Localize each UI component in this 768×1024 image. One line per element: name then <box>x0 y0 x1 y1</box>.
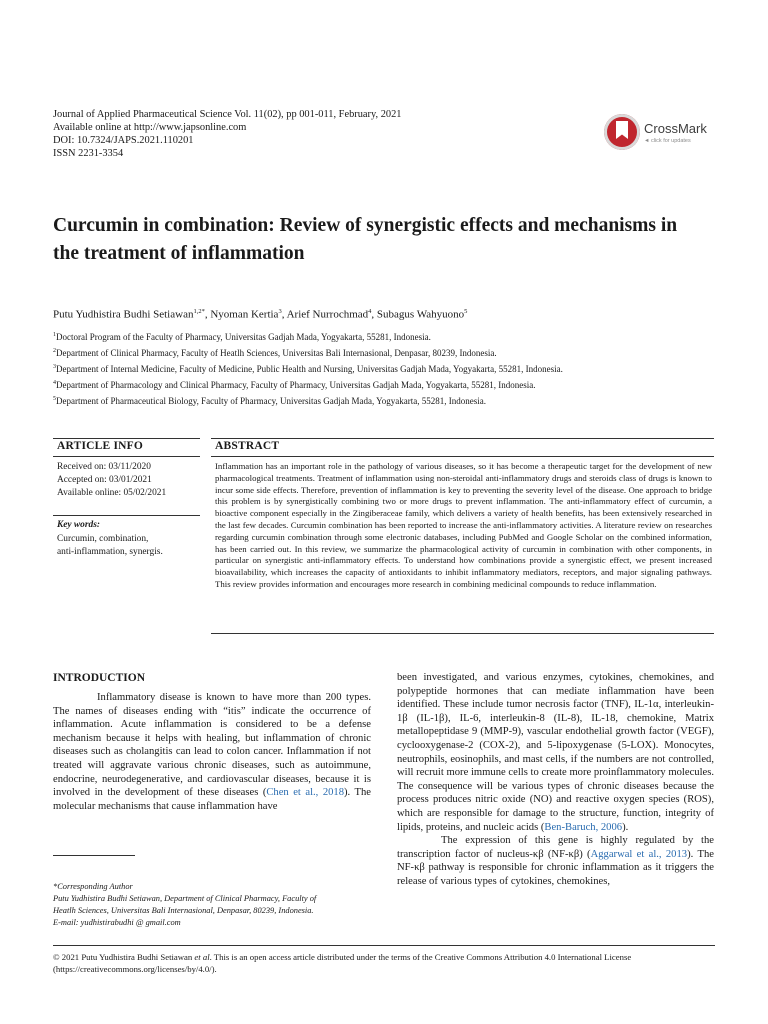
article-title: Curcumin in combination: Review of synergistic effects and mechanisms in the treatment of inflammation <box>53 215 678 264</box>
license-text: © 2021 Putu Yudhistira Budhi Setiawan <box>53 952 195 962</box>
affiliation-text: Department of Pharmaceutical Biology, Faculty of Pharmacy, Universitas Gadjah Mada, Yogyakarta, 55281, Indonesia. <box>56 396 486 406</box>
keywords-line: Curcumin, combination, <box>57 534 149 544</box>
left-column <box>53 691 371 813</box>
affiliation-text: Doctoral Program of the Faculty of Pharmacy, Universitas Gadjah Mada, Yogyakarta, 55281, Indonesia. <box>56 332 431 342</box>
citation-link[interactable]: Aggarwal et al., 2013 <box>590 848 688 860</box>
paragraph-text: Inflammatory disease is known to have more than 200 types. The names of diseases ending with “itis” indicate the occurrence of inflammation. Acute inflammation is considered to be a defense mechanism because it helps with healing, but inflammation of chronic diseases such as cholangitis can lead to colon cancer. Inflammation if not treated will aggravate various chronic diseases, such as autoimmune, endocrine, neurodegenerative, and cardiovascular diseases, because it is involved in the development of these diseases ( <box>53 692 371 799</box>
footnote-heading: *Corresponding Author <box>53 882 133 891</box>
paragraph-text: been investigated, and various enzymes, cytokines, chemokines, and polypeptide hormones that can mediate inflammation have been identified. These include tumor necrosis factor (TNF), IL-1α, interleukin-1β (IL-1β), IL-6, interleukin-8 (IL-8), IL-18, chemokine, Matrix metallopeptidase 9 (MMP-9), vascular endothelial growth factor (VEGF), cyclooxygenase-2 (COX-2), and 5-lipoxygenase (5-LOX). Monocytes, neutrophils, eosinophils, and mast cells, if the numbers are not controlled, will recruit more immune cells to create more proinflammatory molecules. The consequence will be various types of chronic diseases because the process produces nitric oxide (NO) and reactive oxygen species (ROS), which are responsible for damage to the structure, function, integrity of lipids, proteins, and nucleic acids ( <box>397 672 714 833</box>
crossmark-badge[interactable] <box>604 114 714 156</box>
affiliation-item <box>53 376 563 392</box>
abstract-heading: ABSTRACT <box>215 440 280 452</box>
footnote-line: Putu Yudhistira Budhi Setiawan, Department of Clinical Pharmacy, Faculty of <box>53 894 317 903</box>
introduction-heading: INTRODUCTION <box>53 672 146 684</box>
journal-url[interactable]: Available online at http://www.japsonline.com <box>53 122 247 133</box>
author-3-affil: 4 <box>368 308 372 315</box>
author-3: , Arief Nurrochmad <box>281 308 369 321</box>
article-dates <box>57 461 166 500</box>
author-1-affil: 1,2* <box>193 308 205 315</box>
author-4-affil: 5 <box>464 308 468 315</box>
abstract-text: Inflammation has an important role in the pathology of various diseases, so it has become a therapeutic target for the development of new pharmacological treatments. Treatment of inflammation using non-steroidal anti-inflammatory drugs and steroids class of drugs is known to incur some side effects. Therefore, prevention of inflammation is key to preventing the severity level of the disease. One approach to bridge this problem is by synergistically combining two or more drugs to prevent inflammation. The anti-inflammatory effect of curcumin, a bioactive component especially in the Zingiberaceae family, which delivers a variety of health benefits, has been extensively researched in the last few decades. Curcumin combination has been reported to increase the anti-inflammatory activities. A literature review on researches regarding curcumin combination through some electronic databases, including PubMed and Google Scholar on the combined information, has been carried out. In this review, we summarize the pharmacological activity of curcumin in combination with other components, in particular on synergistic anti-inflammatory effects. To understand how combinations provide a synergistic effect, we present increased bioavailability, which increases the capacity of antioxidants to inhibit inflammatory mediators, receptors, and major signaling pathways. This review provides information and encourages more research in combining medicinal compounds to reduce inflammation. <box>215 461 712 589</box>
accepted-date: Accepted on: 03/01/2021 <box>57 475 152 485</box>
author-4: , Subagus Wahyuono <box>371 308 465 321</box>
keywords-heading: Key words: <box>57 520 100 530</box>
journal-doi[interactable]: DOI: 10.7324/JAPS.2021.110201 <box>53 135 194 146</box>
author-1: Putu Yudhistira Budhi Setiawan <box>53 308 194 321</box>
corresponding-author-footnote <box>53 881 383 929</box>
keywords-line: anti-inflammation, synergis. <box>57 547 163 557</box>
paragraph-text: ). <box>622 821 629 833</box>
journal-citation: Journal of Applied Pharmaceutical Science Vol. 11(02), pp 001-011, February, 2021 <box>53 109 402 120</box>
footnote-email[interactable]: E-mail: yudhistirabudhi @ gmail.com <box>53 918 181 927</box>
affiliation-number: 1 <box>53 332 56 338</box>
journal-issn: ISSN 2231-3354 <box>53 148 124 159</box>
journal-header <box>53 108 402 160</box>
right-column <box>397 671 714 889</box>
bookmark-icon <box>616 121 628 139</box>
license-rule <box>53 945 715 946</box>
citation-link[interactable]: Chen et al., 2018 <box>266 787 345 799</box>
info-top-rule <box>53 438 200 439</box>
keywords-list <box>57 533 163 559</box>
license-notice <box>53 951 717 976</box>
affiliation-item <box>53 392 563 408</box>
paragraph-text: The expression of this gene is highly regulated by the transcription factor of nucleus-κβ (NF-κβ) ( <box>397 835 714 860</box>
paragraph-text: ). The molecular mechanisms that cause inflammation have <box>53 787 371 812</box>
license-etal: et al <box>194 952 210 962</box>
author-2-affil: 3 <box>278 308 282 315</box>
affiliation-item <box>53 360 563 376</box>
affiliation-text: Department of Internal Medicine, Faculty of Medicine, Public Health and Nursing, Universitas Gadjah Mada, Yogyakarta, 55281, Indonesia. <box>56 364 563 374</box>
affiliation-text: Department of Pharmacology and Clinical Pharmacy, Faculty of Pharmacy, Universitas Gadjah Mada, Yogyakarta, 55281, Indonesia. <box>56 380 536 390</box>
crossmark-sublabel: ◄ click for updates <box>644 138 691 144</box>
affiliation-item <box>53 344 563 360</box>
article-info-heading: ARTICLE INFO <box>57 440 144 452</box>
info-sub-rule <box>53 456 200 457</box>
citation-link[interactable]: Ben-Baruch, 2006 <box>544 821 623 833</box>
crossmark-icon <box>604 114 640 150</box>
abstract-bottom-rule <box>211 633 714 634</box>
affiliation-number: 4 <box>53 380 56 386</box>
keywords-rule <box>53 515 200 516</box>
affiliation-text: Department of Clinical Pharmacy, Faculty of Heatlh Sciences, Universitas Bali Internasional, Denpasar, 80239, Indonesia. <box>56 348 497 358</box>
author-list <box>53 308 467 321</box>
affiliation-number: 5 <box>53 396 56 402</box>
intro-paragraph <box>397 834 714 888</box>
paragraph-text: ). The NF-κβ pathway is responsible for chronic inflammation as it triggers the release of various types of cytokines, chemokines, <box>397 848 715 887</box>
received-date: Received on: 03/11/2020 <box>57 462 151 472</box>
online-date: Available online: 05/02/2021 <box>57 488 167 498</box>
license-text: . This is an open access article distributed under the terms of the Creative Commons Attribution 4.0 International License (https://creativecommons.org/licenses/by/4.0/). <box>53 952 632 975</box>
footnote-rule <box>53 855 135 856</box>
crossmark-label: CrossMark <box>644 121 707 136</box>
affiliation-list <box>53 328 563 408</box>
author-2: , Nyoman Kertia <box>204 308 279 321</box>
intro-paragraph <box>397 671 714 834</box>
abstract-top-rule <box>211 438 714 439</box>
affiliation-number: 2 <box>53 348 56 354</box>
abstract-sub-rule <box>211 456 714 457</box>
footnote-line: Heatlh Sciences, Universitas Bali Internasional, Denpasar, 80239, Indonesia. <box>53 906 314 915</box>
intro-paragraph <box>53 691 371 813</box>
affiliation-number: 3 <box>53 364 56 370</box>
affiliation-item <box>53 328 563 344</box>
